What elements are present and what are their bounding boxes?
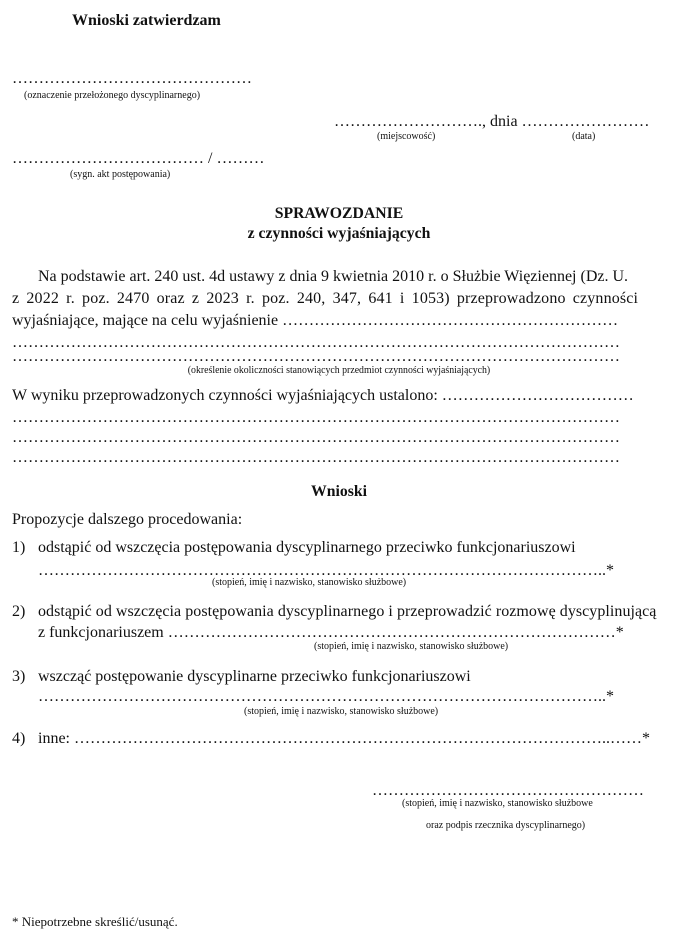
- intro-line-2: z 2022 r. poz. 2470 oraz z 2023 r. poz. 240, 347, 641 i 1053) przeprowadzono czynności: [12, 290, 639, 307]
- case-number-caption: (sygn. akt postępowania): [70, 169, 171, 180]
- intro-dots-1: ……………………………………………………………………………………………………: [12, 334, 620, 351]
- signature-caption-2: oraz podpis rzecznika dyscyplinarnego): [426, 820, 586, 831]
- item-3-caption: (stopień, imię i nazwisko, stanowisko służbowe): [244, 706, 439, 717]
- item-1-text: odstąpić od wszczęcia postępowania dyscyplinarnego przeciwko funkcjonariuszowi: [38, 539, 576, 556]
- item-4-text: inne: ………………………………………………………………………………………..……*: [38, 730, 650, 747]
- findings-dots-2: ……………………………………………………………………………………………………: [12, 429, 620, 446]
- item-3-number: 3): [12, 668, 26, 685]
- document-subtitle: z czynności wyjaśniających: [247, 225, 431, 242]
- item-2-number: 2): [12, 603, 26, 620]
- item-1-caption: (stopień, imię i nazwisko, stanowisko służbowe): [212, 577, 407, 588]
- superior-caption: (oznaczenie przełożonego dyscyplinarnego): [24, 90, 201, 101]
- date-caption: (data): [572, 131, 596, 142]
- conclusions-heading: Wnioski: [310, 483, 367, 500]
- findings-dots-1: ……………………………………………………………………………………………………: [12, 409, 620, 426]
- footnote: * Niepotrzebne skreślić/usunąć.: [12, 914, 178, 929]
- signature-field: ……………………………………………: [372, 782, 644, 799]
- item-3-text: wszcząć postępowanie dyscyplinarne przeciwko funkcjonariuszowi: [38, 668, 471, 685]
- document-title: SPRAWOZDANIE: [274, 205, 404, 222]
- signature-caption-1: (stopień, imię i nazwisko, stanowisko służbowe: [402, 798, 593, 809]
- intro-caption: (określenie okoliczności stanowiących przedmiot czynności wyjaśniających): [187, 365, 491, 376]
- findings-line: W wyniku przeprowadzonych czynności wyjaśniających ustalono: ………………………………: [12, 387, 634, 404]
- proposals-label: Propozycje dalszego procedowania:: [12, 511, 243, 528]
- intro-line-1: Na podstawie art. 240 ust. 4d ustawy z dnia 9 kwietnia 2010 r. o Służbie Więziennej (Dz. U.: [38, 268, 629, 285]
- intro-line-3: wyjaśniające, mające na celu wyjaśnienie ………………………………………………………: [12, 312, 619, 329]
- approval-heading: Wnioski zatwierdzam: [72, 12, 221, 29]
- item-3-dots: ……………………………………………………………………………………………..*: [38, 688, 614, 705]
- place-date-field: ………………………., dnia ……………………: [334, 113, 650, 130]
- item-2-text: odstąpić od wszczęcia postępowania dyscyplinarnego i przeprowadzić rozmowę dyscyplinującą: [38, 603, 657, 620]
- item-1-dots: ……………………………………………………………………………………………..*: [38, 562, 614, 579]
- item-1-number: 1): [12, 539, 26, 556]
- item-2-text-2: z funkcjonariuszem …………………………………………………………………………*: [38, 624, 624, 641]
- intro-dots-2: ……………………………………………………………………………………………………: [12, 348, 620, 365]
- item-4-number: 4): [12, 730, 26, 747]
- item-2-caption: (stopień, imię i nazwisko, stanowisko służbowe): [314, 641, 509, 652]
- superior-field: ………………………………………: [12, 70, 252, 87]
- place-caption: (miejscowość): [377, 131, 436, 142]
- case-number-field: ……………………………… / ………: [12, 150, 265, 167]
- findings-dots-3: ……………………………………………………………………………………………………: [12, 449, 620, 466]
